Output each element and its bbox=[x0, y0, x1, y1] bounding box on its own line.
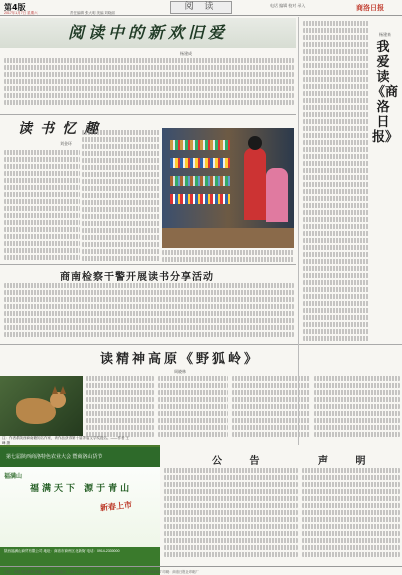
byline-top-article: 杨建成 bbox=[180, 51, 192, 56]
fox-head bbox=[50, 392, 66, 408]
page-header bbox=[0, 0, 402, 16]
statement-heading: 声 明 bbox=[318, 456, 378, 467]
divider bbox=[0, 114, 296, 115]
divider bbox=[0, 264, 296, 265]
editor-line: 责任编辑 张大明 美编 刘晓丽 bbox=[70, 11, 115, 15]
headline-event: 商南检察干警开展读书分享活动 bbox=[60, 272, 214, 283]
advertisement bbox=[0, 445, 160, 575]
fox-photo-caption: 注：作者系陕西商南籍知名作家，该作品获得第十届茅盾文学奖提名。——作者 王峰 摄 bbox=[2, 436, 129, 445]
page-footer: 社址：商洛市北新街 邮编：726000 总编办：0914-2313338 广告部：0914-2313336 发行部：0914-2313337 印刷：商洛日报社印刷厂 bbox=[0, 566, 402, 575]
bookstore-photo bbox=[162, 128, 294, 248]
article-body-event bbox=[4, 283, 294, 341]
statement-body bbox=[302, 468, 400, 562]
right-column-body bbox=[303, 21, 369, 343]
byline-fox-ridge: 周晓林 bbox=[174, 369, 186, 374]
headline-top-article bbox=[0, 18, 296, 48]
newspaper-brand: 商洛日报 bbox=[356, 3, 384, 12]
byline-reading-memories: 刘金环 bbox=[60, 141, 72, 146]
fox-photo bbox=[0, 376, 83, 436]
child-figure bbox=[266, 168, 288, 222]
byline-side-article: 杨建来 bbox=[379, 32, 391, 37]
person-figure bbox=[244, 148, 266, 220]
headline-top-text: 阅读中的新欢旧爱 bbox=[67, 23, 228, 42]
article-body-fox-col1 bbox=[86, 376, 154, 444]
announcement-body bbox=[164, 468, 298, 562]
headline-side-article: 我爱读《商洛日报》 bbox=[372, 40, 399, 145]
article-body-middle-col2 bbox=[82, 130, 160, 262]
headline-fox-ridge: 读精神高原《野狐岭》 bbox=[100, 352, 261, 367]
page-number: 第4版 bbox=[4, 3, 26, 12]
ad-slogan: 福满天下 源于青山 bbox=[30, 484, 133, 494]
article-body-middle-col1 bbox=[4, 150, 80, 262]
headline-reading-memories: 读书忆趣 bbox=[18, 121, 106, 137]
bookstore-floor bbox=[162, 228, 294, 248]
ad-fair-text: 新春上市 bbox=[99, 499, 133, 513]
date-line: 2017年1月7日 星期六 bbox=[4, 11, 38, 15]
article-body-fox-col2 bbox=[158, 376, 228, 444]
ad-logo: 福满山 bbox=[4, 473, 23, 480]
announcement-heading: 公 告 bbox=[212, 456, 272, 467]
ad-contact-text: 陕西福满山商贸有限公司 地址：商洛市商州区北新街 电话：0914-2330000 bbox=[4, 549, 120, 553]
section-label: 阅 读 bbox=[170, 1, 232, 14]
ad-banner-top bbox=[0, 447, 160, 467]
person-head bbox=[248, 136, 262, 150]
photo-caption bbox=[162, 250, 294, 262]
article-body-top bbox=[4, 58, 294, 112]
ad-banner-text: 第七届陕西商洛特色农业大会 暨商洛山货节 bbox=[6, 454, 103, 460]
fox-ear bbox=[60, 386, 66, 394]
masthead-small: 电话 编辑 校对 录入 bbox=[270, 3, 306, 8]
fox-ear bbox=[52, 386, 58, 394]
